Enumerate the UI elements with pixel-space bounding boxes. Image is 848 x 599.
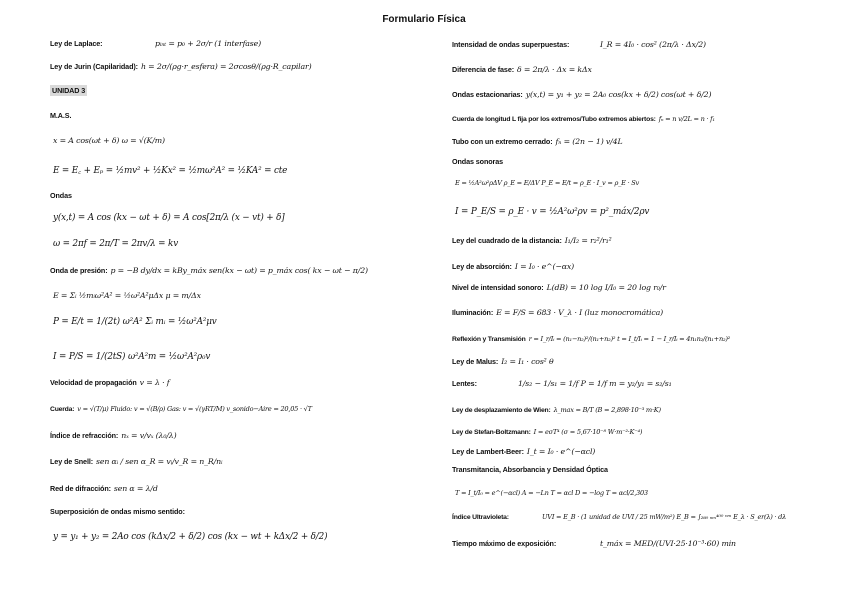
formula: I = eσT⁴ (σ = 5,67·10⁻⁸ W·m⁻²·K⁻⁴) <box>533 428 643 436</box>
formula-line <box>50 265 368 277</box>
formula: pᵢₙₜ = p₀ + 2σ/r (1 interfase) <box>155 39 262 48</box>
formula-line <box>50 61 311 73</box>
formula-label: Onda de presión: <box>50 266 108 275</box>
formula: v = √(T/μ) Fluido: v = √(B/ρ) Gas: v = √(γRT/M) v_sonido−Aire = 20,05 · √T <box>77 405 312 413</box>
formula-line <box>452 282 666 294</box>
formula-label: Ley de Malus: <box>452 357 499 366</box>
formula-line <box>50 135 165 147</box>
formula-label: Ley de absorción: <box>452 262 512 271</box>
formula-label: Diferencia de fase: <box>452 65 515 74</box>
formula-line <box>452 487 648 499</box>
formula-line <box>452 333 730 346</box>
formula-line <box>452 426 642 439</box>
formula-label: Ley de Laplace: <box>50 39 103 48</box>
formula-label: Índice de refracción: <box>50 431 119 440</box>
formula: E = ½A²ω²ρΔV ρ_E = E/ΔV P_E = E/t = ρ_E · I_v = ρ_E · Sv <box>455 179 639 187</box>
formula-line <box>452 378 672 390</box>
formula-line <box>452 307 663 319</box>
formula-label: Ley de Jurin (Capilaridad): <box>50 62 138 71</box>
formula: r = I_r/Iᵢ = (n₁−n₂)²/(n₁+n₂)² t = I_t/Iᵢ = 1 − I_r/Iᵢ = 4n₁n₂/(n₁+n₂)² <box>528 335 731 343</box>
formula: v = λ · f <box>139 378 170 387</box>
formula: E = Σᵢ ½mᵢω²A² = ½ω²A²μΔx μ = m/Δx <box>53 291 201 300</box>
formula-line <box>452 39 706 51</box>
formula-line <box>452 446 595 458</box>
formula: 1/s₂ − 1/s₁ = 1/f P = 1/f m = y₂/y₁ = s₂/s₁ <box>518 379 672 388</box>
formula-line <box>50 290 201 302</box>
formula-label: Nivel de intensidad sonoro: <box>452 283 544 292</box>
formula-label: Tiempo máximo de exposición: <box>452 539 557 548</box>
formula: y(x,t) = y₁ + y₂ = 2A₀ cos(kx + δ/2) cos(ωt + δ/2) <box>525 90 712 99</box>
formula: I = P/S = 1/(2tS) ω²A²m = ½ω²A²ρ₀v <box>53 352 211 362</box>
section-heading: Ondas <box>50 191 72 200</box>
formula: sen α = λ/d <box>113 484 158 493</box>
section-heading: Transmitancia, Absorbancia y Densidad Óptica <box>452 465 608 474</box>
formula-label: Ley de Lambert-Beer: <box>452 447 524 456</box>
formula: fₙ = n v/2L = n · f₁ <box>658 115 715 123</box>
formula: I₁/I₂ = r₂²/r₁² <box>564 236 612 245</box>
formula-label: Cuerda de longitud L fija por los extremos/Tubo extremos abiertos: <box>452 116 656 123</box>
formula-line <box>50 351 210 363</box>
formula-label: Intensidad de ondas superpuestas: <box>452 40 570 49</box>
formula-label: Tubo con un extremo cerrado: <box>452 137 553 146</box>
formula: I₂ = I₁ · cos² θ <box>501 357 554 366</box>
formula-line <box>50 238 178 250</box>
formula: ω = 2πf = 2π/T = 2πv/λ = kv <box>53 239 179 249</box>
formula-line <box>50 212 285 224</box>
formula-label: Cuerda: <box>50 406 75 413</box>
formula-line <box>50 316 217 328</box>
document-title: Formulario Física <box>382 14 466 25</box>
formula-line <box>50 38 262 50</box>
formula-line <box>452 206 649 218</box>
formula-label: Ley de Stefan-Boltzmann: <box>452 429 531 436</box>
formula-line <box>452 511 787 524</box>
section-heading: Ondas sonoras <box>452 157 504 166</box>
formula: δ = 2π/λ · Δx = kΔx <box>517 65 592 74</box>
formula-line <box>452 156 503 168</box>
section-heading: Superposición de ondas mismo sentido: <box>50 507 185 516</box>
formula: E = F/S = 683 · V_λ · I (luz monocromática) <box>496 308 663 317</box>
formula: L(dB) = 10 log I/I₀ = 20 log r₀/r <box>546 283 666 292</box>
formula-line <box>452 404 661 417</box>
formula: x = A cos(ωt + δ) ω = √(K/m) <box>53 136 165 145</box>
formula-label: Red de difracción: <box>50 484 111 493</box>
formula: p = −B dy/dx = kBy_máx sen(kx − ωt) = p_máx cos( kx − ωt − π/2) <box>110 266 368 275</box>
formula: I_R = 4I₀ · cos² (2π/λ · Δx/2) <box>600 40 706 49</box>
formula-line <box>50 456 222 468</box>
formula-line <box>452 261 574 273</box>
formula-label: Lentes: <box>452 379 477 388</box>
formula: I_t = I₀ · e^(−αcl) <box>526 447 596 456</box>
formula-line <box>452 464 608 476</box>
formula-line <box>50 165 287 177</box>
formula-line <box>452 136 623 148</box>
formula-line <box>452 113 715 126</box>
formula: fₙ = (2n − 1) v/4L <box>555 137 623 146</box>
formula: I = I₀ · e^(−αx) <box>514 262 575 271</box>
formula: I = P_E/S = ρ_E · v = ½A²ω²ρv = p²_máx/2ρv <box>455 207 650 217</box>
formula-line <box>452 177 639 189</box>
formula-line <box>452 64 592 76</box>
formula-line <box>452 538 736 550</box>
section-heading: UNIDAD 3 <box>52 86 86 95</box>
formula-line <box>452 89 711 101</box>
formula-line <box>50 531 327 543</box>
formula: UVI = E_B · (1 unidad de UVI / 25 mW/m²) E_B = ∫₂₈₀ ₙₘ⁴⁰⁰ ⁿᵐ E_λ · S_er(λ) · dλ <box>542 513 787 521</box>
formula: T = I_t/I₀ = e^(−αcl) A = −Ln T = αcl D = −log T = αcl/2,303 <box>455 489 648 497</box>
section-heading: M.A.S. <box>50 111 72 120</box>
formula: λ_max = B/T (B = 2,898·10⁻³ m·K) <box>553 406 661 414</box>
formula-label: Velocidad de propagación <box>50 378 137 387</box>
formula-line <box>50 190 72 202</box>
formula-label: Iluminación: <box>452 308 494 317</box>
formula-line <box>50 506 185 518</box>
formula: sen αᵢ / sen α_R = vᵢ/v_R = n_R/nᵢ <box>96 457 223 466</box>
formula-line <box>50 403 312 416</box>
formula: y = y₁ + y₂ = 2Ao cos (kΔx/2 + δ/2) cos (kx − wt + kΔx/2 + δ/2) <box>53 532 328 542</box>
formula: P = E/t = 1/(2t) ω²A² Σᵢ mᵢ = ½ω²A²μv <box>53 317 217 327</box>
formula-line <box>50 430 176 442</box>
formula-line <box>50 483 158 495</box>
formula-line <box>50 110 71 122</box>
formula-label: Ley de desplazamiento de Wien: <box>452 407 551 414</box>
formula: E = E꜀ + Eₚ = ½mv² + ½Kx² = ½mω²A² = ½KA² = cte <box>53 166 288 176</box>
formula-label: Reflexión y Transmisión <box>452 336 526 343</box>
formula-label: Índice Ultravioleta: <box>452 514 509 521</box>
formula-line <box>452 235 612 247</box>
formula-label: Ondas estacionarias: <box>452 90 523 99</box>
formula-label: Ley de Snell: <box>50 457 94 466</box>
formula: y(x,t) = A cos (kx − ωt + δ) = A cos[2π/λ (x − vt) + δ] <box>53 213 285 223</box>
formula: nₓ = v/vₓ (λ₀/λ) <box>121 431 177 440</box>
formula: h = 2σ/(ρg·r_esfera) = 2σcosθ/(ρg·R_capilar) <box>140 62 312 71</box>
formula-label: Ley del cuadrado de la distancia: <box>452 236 562 245</box>
formula-line <box>452 356 554 368</box>
formula-line <box>50 85 87 97</box>
formula: t_máx = MED/(UVI·25·10⁻³·60) min <box>600 539 736 548</box>
formula-line <box>50 377 169 389</box>
